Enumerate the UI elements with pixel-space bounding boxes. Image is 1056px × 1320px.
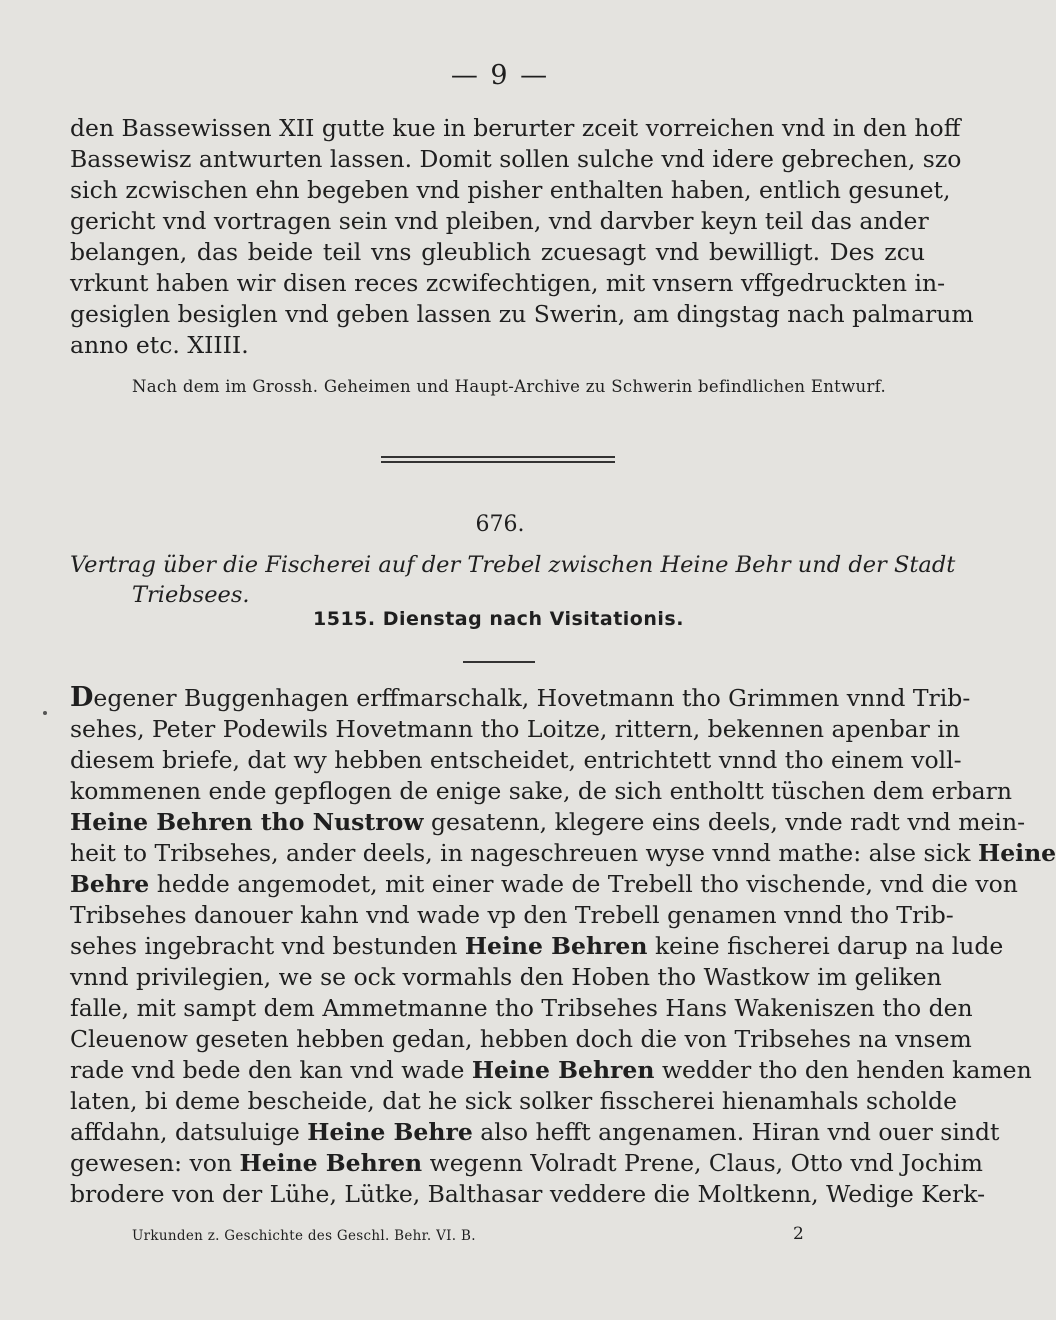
footer-signature-mark: 2	[793, 1224, 804, 1244]
text-line: falle, mit sampt dem Ammetmanne tho Tribsehes Hans Wakeniszen tho den	[70, 994, 973, 1022]
footer-series-title: Urkunden z. Geschichte des Geschl. Behr. VI. B.	[132, 1228, 476, 1244]
text-line: sehes, Peter Podewils Hovetmann tho Loitze, rittern, bekennen apenbar in	[70, 715, 961, 743]
drop-cap: D	[70, 682, 94, 713]
text-line: rade vnd bede den kan vnd wade Heine Behren wedder tho den henden kamen	[70, 1056, 1032, 1084]
title-line: Triebsees.	[132, 582, 250, 608]
person-name: Heine Behren	[471, 1056, 655, 1084]
person-name: Heine Behre	[307, 1118, 473, 1146]
page-number: — 9 —	[450, 60, 550, 91]
text-line: gericht vnd vortragen sein vnd pleiben, vnd darvber keyn teil das ander	[70, 207, 929, 235]
paragraph-main	[70, 682, 1056, 1210]
document-number: 676.	[475, 512, 525, 537]
text-line: laten, bi deme bescheide, dat he sick solker fisscherei hienamhals scholde	[70, 1087, 957, 1115]
title-line: Vertrag über die Fischerei auf der Trebel zwischen Heine Behr und der Stadt	[70, 552, 956, 578]
text-line: Cleuenow geseten hebben gedan, hebben doch die von Tribsehes na vnsem	[70, 1025, 972, 1053]
print-speck	[43, 711, 47, 715]
person-name: Heine	[978, 839, 1056, 867]
paragraph-continued	[70, 113, 974, 361]
text-line: gesiglen besiglen vnd geben lassen zu Swerin, am dingstag nach palmarum	[70, 300, 974, 328]
person-name: Heine Behren	[464, 932, 648, 960]
person-name: Heine Behren	[239, 1149, 423, 1177]
text-line: belangen, das beide teil vns gleublich zcuesagt vnd bewilligt. Des zcu	[70, 238, 925, 266]
section-divider	[381, 456, 615, 466]
text-line: diesem briefe, dat wy hebben entscheidet, entrichtett vnnd tho einem voll-	[70, 746, 962, 774]
text-line: Bassewisz antwurten lassen. Domit sollen sulche vnd idere gebrechen, szo	[70, 145, 962, 173]
title-divider	[463, 661, 535, 663]
text-line: gewesen: von Heine Behren wegenn Volradt Prene, Claus, Otto vnd Jochim	[70, 1149, 983, 1177]
text-line: Degener Buggenhagen erffmarschalk, Hovetmann tho Grimmen vnnd Trib-	[70, 682, 971, 713]
text-line: sehes ingebracht vnd bestunden Heine Behren keine fischerei darup na lude	[70, 932, 1004, 960]
text-line: kommenen ende gepflogen de enige sake, de sich entholtt tüschen dem erbarn	[70, 777, 1013, 805]
text-line: sich zcwischen ehn begeben vnd pisher enthalten haben, entlich gesunet,	[70, 176, 951, 204]
text-line: heit to Tribsehes, ander deels, in nageschreuen wyse vnnd mathe: alse sick Heine	[70, 839, 1056, 867]
text-line: den Bassewissen XII gutte kue in berurter zceit vorreichen vnd in den hoff	[70, 114, 961, 142]
document-date: 1515. Dienstag nach Visitationis.	[313, 608, 684, 630]
text-line: Heine Behren tho Nustrow gesatenn, klegere eins deels, vnde radt vnd mein-	[70, 808, 1026, 836]
document-title	[70, 550, 956, 610]
text-line: brodere von der Lühe, Lütke, Balthasar veddere die Moltkenn, Wedige Kerk-	[70, 1180, 986, 1208]
text-line: affdahn, datsuluige Heine Behre also hefft angenamen. Hiran vnd ouer sindt	[70, 1118, 1000, 1146]
source-note: Nach dem im Grossh. Geheimen und Haupt-Archive zu Schwerin befindlichen Entwurf.	[132, 377, 887, 396]
person-name: Heine Behren tho Nustrow	[70, 808, 424, 836]
text-line: Tribsehes danouer kahn vnd wade vp den Trebell genamen vnnd tho Trib-	[70, 901, 954, 929]
person-name: Behre	[70, 870, 150, 898]
text-line: anno etc. XIIII.	[70, 331, 249, 359]
text-line: vnnd privilegien, we se ock vormahls den Hoben tho Wastkow im geliken	[70, 963, 942, 991]
text-line: vrkunt haben wir disen reces zcwifechtigen, mit vnsern vffgedruckten in-	[70, 269, 946, 297]
text-line: Behre hedde angemodet, mit einer wade de Trebell tho vischende, vnd die von	[70, 870, 1018, 898]
